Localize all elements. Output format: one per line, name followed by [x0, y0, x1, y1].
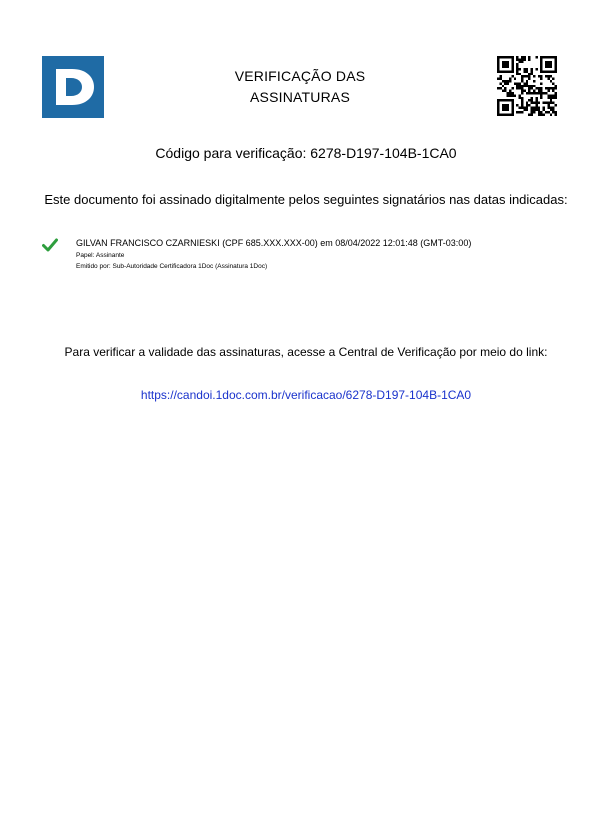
- qr-code-icon: [497, 56, 557, 116]
- verification-link[interactable]: https://candoi.1doc.com.br/verificacao/6278-D197-104B-1CA0: [140, 388, 472, 402]
- verification-link-container: [0, 388, 612, 402]
- document-title: [180, 66, 420, 108]
- signer-details: GILVAN FRANCISCO CZARNIESKI (CPF 685.XXX.XXX-00) em 08/04/2022 12:01:48 (GMT-03:00): [76, 238, 472, 248]
- title-line-1: VERIFICAÇÃO DAS: [234, 68, 366, 84]
- title-line-2: ASSINATURAS: [250, 89, 350, 105]
- verification-code: Código para verificação: 6278-D197-104B-1CA0: [155, 145, 457, 161]
- verification-instruction: Para verificar a validade das assinaturas, acesse a Central de Verificação por meio do link:: [64, 345, 548, 359]
- intro-text: Este documento foi assinado digitalmente pelos seguintes signatários nas datas indicadas:: [44, 192, 568, 207]
- signer-issuer: Emitido por: Sub-Autoridade Certificadora 1Doc (Assinatura 1Doc): [76, 263, 268, 270]
- signer-role: Papel: Assinante: [76, 252, 125, 259]
- 1doc-logo: [42, 56, 104, 118]
- checkmark-icon: [42, 238, 58, 252]
